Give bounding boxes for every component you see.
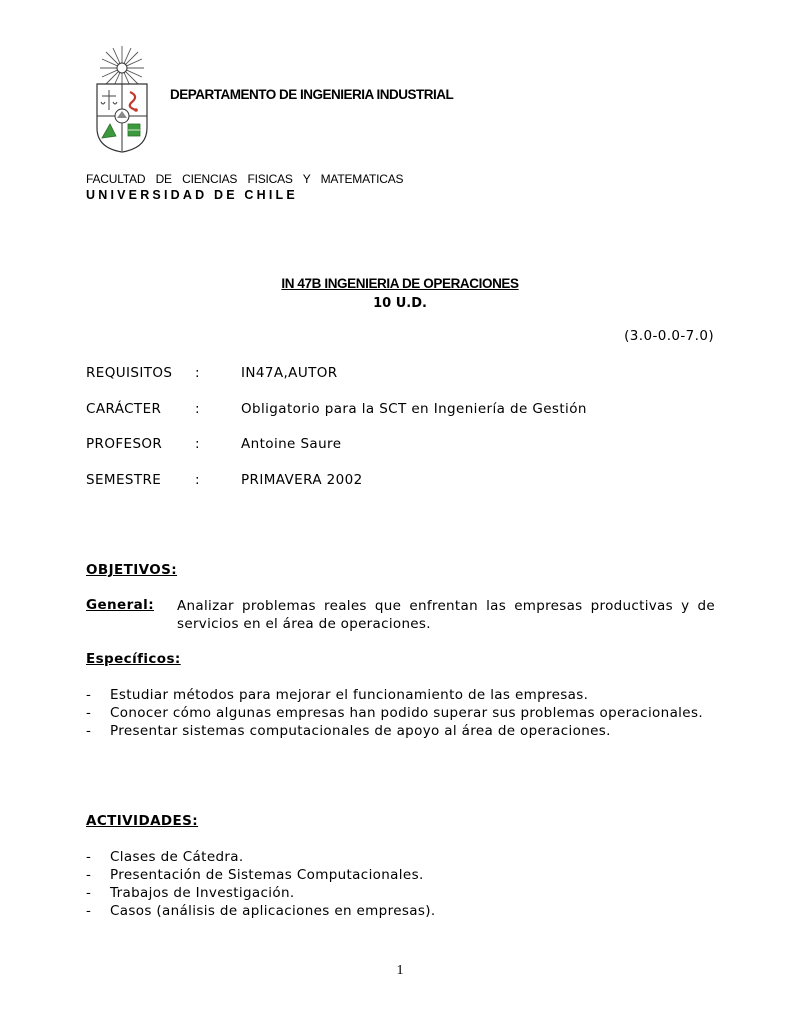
- info-value: Antoine Saure: [241, 436, 342, 452]
- bullet-dash: -: [86, 849, 92, 865]
- page-number: 1: [396, 963, 404, 978]
- general-objective-text: Analizar problemas reales que enfrentan las empresas productivas y de servicios en el área de operaciones.: [177, 598, 715, 632]
- info-separator: :: [195, 436, 200, 452]
- bullet-dash: -: [86, 723, 92, 739]
- info-separator: :: [195, 365, 200, 381]
- general-objective-label: General:: [86, 597, 154, 613]
- list-item-text: Conocer cómo algunas empresas han podido superar sus problemas operacionales.: [110, 705, 703, 721]
- list-item: [86, 704, 703, 722]
- info-label: SEMESTRE: [86, 472, 162, 488]
- info-value: PRIMAVERA 2002: [241, 472, 363, 488]
- department-name: DEPARTAMENTO DE INGENIERIA INDUSTRIAL: [170, 87, 454, 102]
- objectives-heading: OBJETIVOS:: [86, 562, 178, 578]
- list-item-text: Trabajos de Investigación.: [110, 885, 295, 901]
- list-item: [86, 722, 703, 740]
- info-label: REQUISITOS: [86, 365, 173, 381]
- list-item-text: Clases de Cátedra.: [110, 849, 244, 865]
- list-item-text: Estudiar métodos para mejorar el funcionamiento de las empresas.: [110, 687, 589, 703]
- list-item-text: Presentación de Sistemas Computacionales.: [110, 867, 424, 883]
- bullet-dash: -: [86, 885, 92, 901]
- list-item-text: Casos (análisis de aplicaciones en empresas).: [110, 903, 436, 919]
- info-separator: :: [195, 472, 200, 488]
- info-value: IN47A,AUTOR: [241, 365, 338, 381]
- activities-list: [86, 848, 436, 920]
- list-item: [86, 884, 436, 902]
- list-item: [86, 902, 436, 920]
- bullet-dash: -: [86, 903, 92, 919]
- bullet-dash: -: [86, 867, 92, 883]
- course-hours: (3.0-0.0-7.0): [624, 328, 714, 344]
- university-name: UNIVERSIDAD DE CHILE: [86, 188, 298, 202]
- activities-heading: ACTIVIDADES:: [86, 813, 199, 829]
- course-title: IN 47B INGENIERIA DE OPERACIONES: [281, 276, 519, 291]
- info-separator: :: [195, 401, 200, 417]
- bullet-dash: -: [86, 687, 92, 703]
- list-item: [86, 686, 703, 704]
- course-units: 10 U.D.: [373, 296, 427, 311]
- list-item: [86, 866, 436, 884]
- bullet-dash: -: [86, 705, 92, 721]
- specific-objectives-heading: Específicos:: [86, 651, 181, 667]
- info-value: Obligatorio para la SCT en Ingeniería de Gestión: [241, 401, 587, 417]
- list-item: [86, 848, 436, 866]
- list-item-text: Presentar sistemas computacionales de apoyo al área de operaciones.: [110, 723, 611, 739]
- faculty-name: FACULTAD DE CIENCIAS FISICAS Y MATEMATICAS: [86, 172, 404, 186]
- university-crest-logo: [93, 44, 151, 154]
- info-label: PROFESOR: [86, 436, 163, 452]
- info-label: CARÁCTER: [86, 401, 162, 417]
- specific-objectives-list: [86, 686, 703, 740]
